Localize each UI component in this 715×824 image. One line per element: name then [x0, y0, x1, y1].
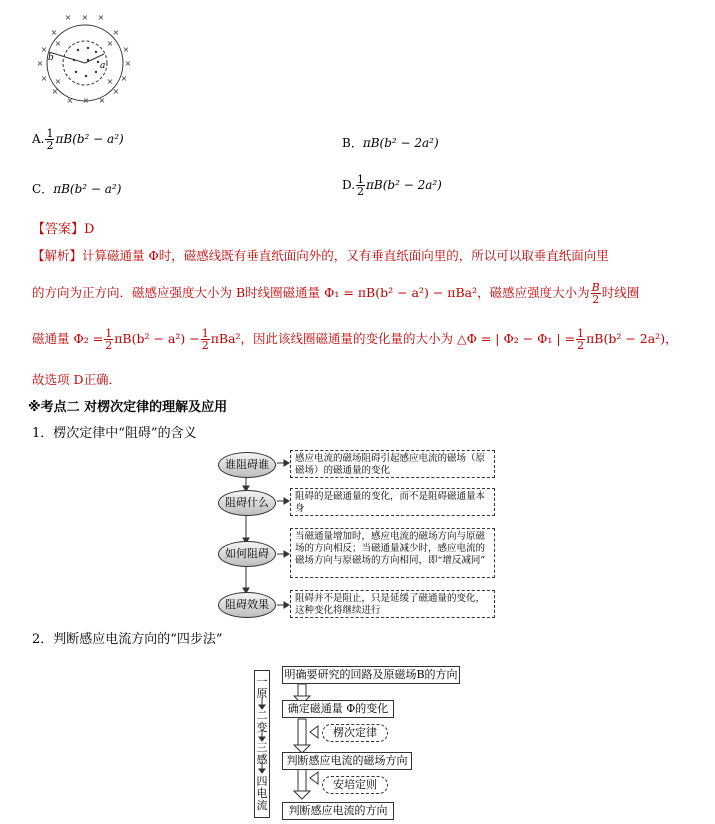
answer: 【答案】D	[32, 222, 95, 237]
option-c-expr: πB(b² − a²)	[53, 182, 122, 196]
flow1-box-2: 阻碍的是磁通量的变化，而不是阻碍磁通量本身	[290, 488, 495, 516]
item2-heading: 2．判断感应电流方向的“四步法”	[32, 632, 223, 647]
svg-text:×: ×	[40, 74, 48, 83]
svg-text:×: ×	[64, 13, 72, 22]
flow2-hint-1: 楞次定律	[322, 724, 388, 742]
svg-text:×: ×	[66, 96, 74, 105]
flow1-box-1: 感应电流的磁场阻碍引起感应电流的磁场（原磁场）的磁通量的变化	[290, 450, 495, 478]
flow2-side-text-4: 四电流	[256, 775, 268, 812]
option-a-letter: A.	[32, 132, 45, 146]
fraction-b-over-2: $\frac{B}{2}$	[591, 281, 600, 306]
flow1-oval-4: 阻碍效果	[218, 592, 276, 618]
option-a-expr: πB(b² − a²)	[55, 132, 124, 146]
flow2-side-text-1: 一原	[256, 675, 268, 700]
svg-text:×: ×	[81, 13, 89, 22]
flow2-side-text-2: 二变	[256, 709, 268, 734]
svg-text:×: ×	[50, 28, 58, 37]
flow2-step-2: 确定磁通量 Φ的变化	[282, 700, 394, 718]
option-d-expr: πB(b² − 2a²)	[366, 178, 442, 192]
analysis-line2: 的方向为正方向．磁感应强度大小为 B时线圈磁通量 Φ₁ = πB(b² − a²) − πBa²，磁感应强度大小为 $\frac{B}{2}$ 时线圈	[32, 281, 640, 306]
magnetic-field-figure	[28, 8, 138, 108]
svg-text:×: ×	[40, 45, 48, 54]
svg-text:×: ×	[97, 13, 105, 22]
flow1-oval-3: 如何阻碍	[218, 541, 276, 567]
flow2-side-arrows	[256, 690, 268, 780]
option-a[interactable]	[32, 128, 124, 151]
analysis-line3: 磁通量 Φ₂ = $\frac{1}{2}$ πB(b² − a²) − $\frac{1}{2}$ πBa²，因此该线圈磁通量的变化量的大小为 △Φ = | Φ₂ − Φ₁ | = $\frac{1}{2}$ πB(b² − 2a²)，	[32, 327, 678, 352]
option-c-letter: C．	[32, 182, 54, 196]
svg-text:×: ×	[54, 39, 62, 48]
svg-text:×: ×	[82, 96, 90, 105]
analysis-line1: 【解析】计算磁通量 Φ时，磁感线既有垂直纸面向外的，又有垂直纸面向里的，所以可以取垂直纸面向里	[32, 248, 609, 263]
flow1-box-4: 阻碍并不是阻止，只是延缓了磁通量的变化，这种变化将继续进行	[290, 590, 495, 618]
option-d[interactable]	[342, 174, 442, 197]
svg-text:×: ×	[120, 74, 128, 83]
flow2-step-4: 判断感应电流的方向	[282, 802, 394, 820]
option-d-fraction: $\frac{1}{2}$	[357, 173, 365, 198]
option-b-letter: B．	[342, 136, 363, 150]
label-a: a	[100, 61, 106, 71]
svg-text:×: ×	[98, 96, 106, 105]
section-heading: ※考点二 对楞次定律的理解及应用	[28, 400, 228, 415]
analysis-line4: 故选项 D正确．	[32, 372, 121, 387]
flow2-hint-2: 安培定则	[322, 776, 388, 794]
svg-text:×: ×	[122, 45, 130, 54]
svg-text:×: ×	[36, 59, 44, 68]
svg-text:×: ×	[112, 28, 120, 37]
svg-text:×: ×	[124, 59, 132, 68]
option-d-letter: D.	[342, 178, 356, 192]
flow2-step-3: 判断感应电流的磁场方向	[282, 752, 412, 770]
svg-text:×: ×	[54, 77, 62, 86]
flow1-box-3: 当磁通量增加时，感应电流的磁场方向与原磁场的方向相反；当磁通量减少时，感应电流的磁场方向与原磁场的方向相同，即“增反减同”	[290, 528, 495, 578]
option-a-fraction: $\frac{1}{2}$	[46, 127, 54, 152]
flow2-step-1: 明确要研究的回路及原磁场B的方向	[282, 666, 460, 684]
svg-text:×: ×	[112, 87, 120, 96]
label-b: b	[48, 53, 54, 63]
flow2-side-text-3: 三感	[256, 741, 268, 766]
flow1-oval-1: 谁阻碍谁	[218, 452, 276, 478]
option-b[interactable]	[342, 134, 439, 151]
flow1-oval-2: 阻碍什么	[218, 490, 276, 516]
svg-text:×: ×	[106, 77, 114, 86]
svg-text:×: ×	[51, 87, 59, 96]
option-b-expr: πB(b² − 2a²)	[362, 136, 439, 150]
item1-heading: 1．楞次定律中“阻碍”的含义	[32, 426, 197, 441]
svg-text:×: ×	[106, 39, 114, 48]
option-c[interactable]	[32, 180, 121, 197]
